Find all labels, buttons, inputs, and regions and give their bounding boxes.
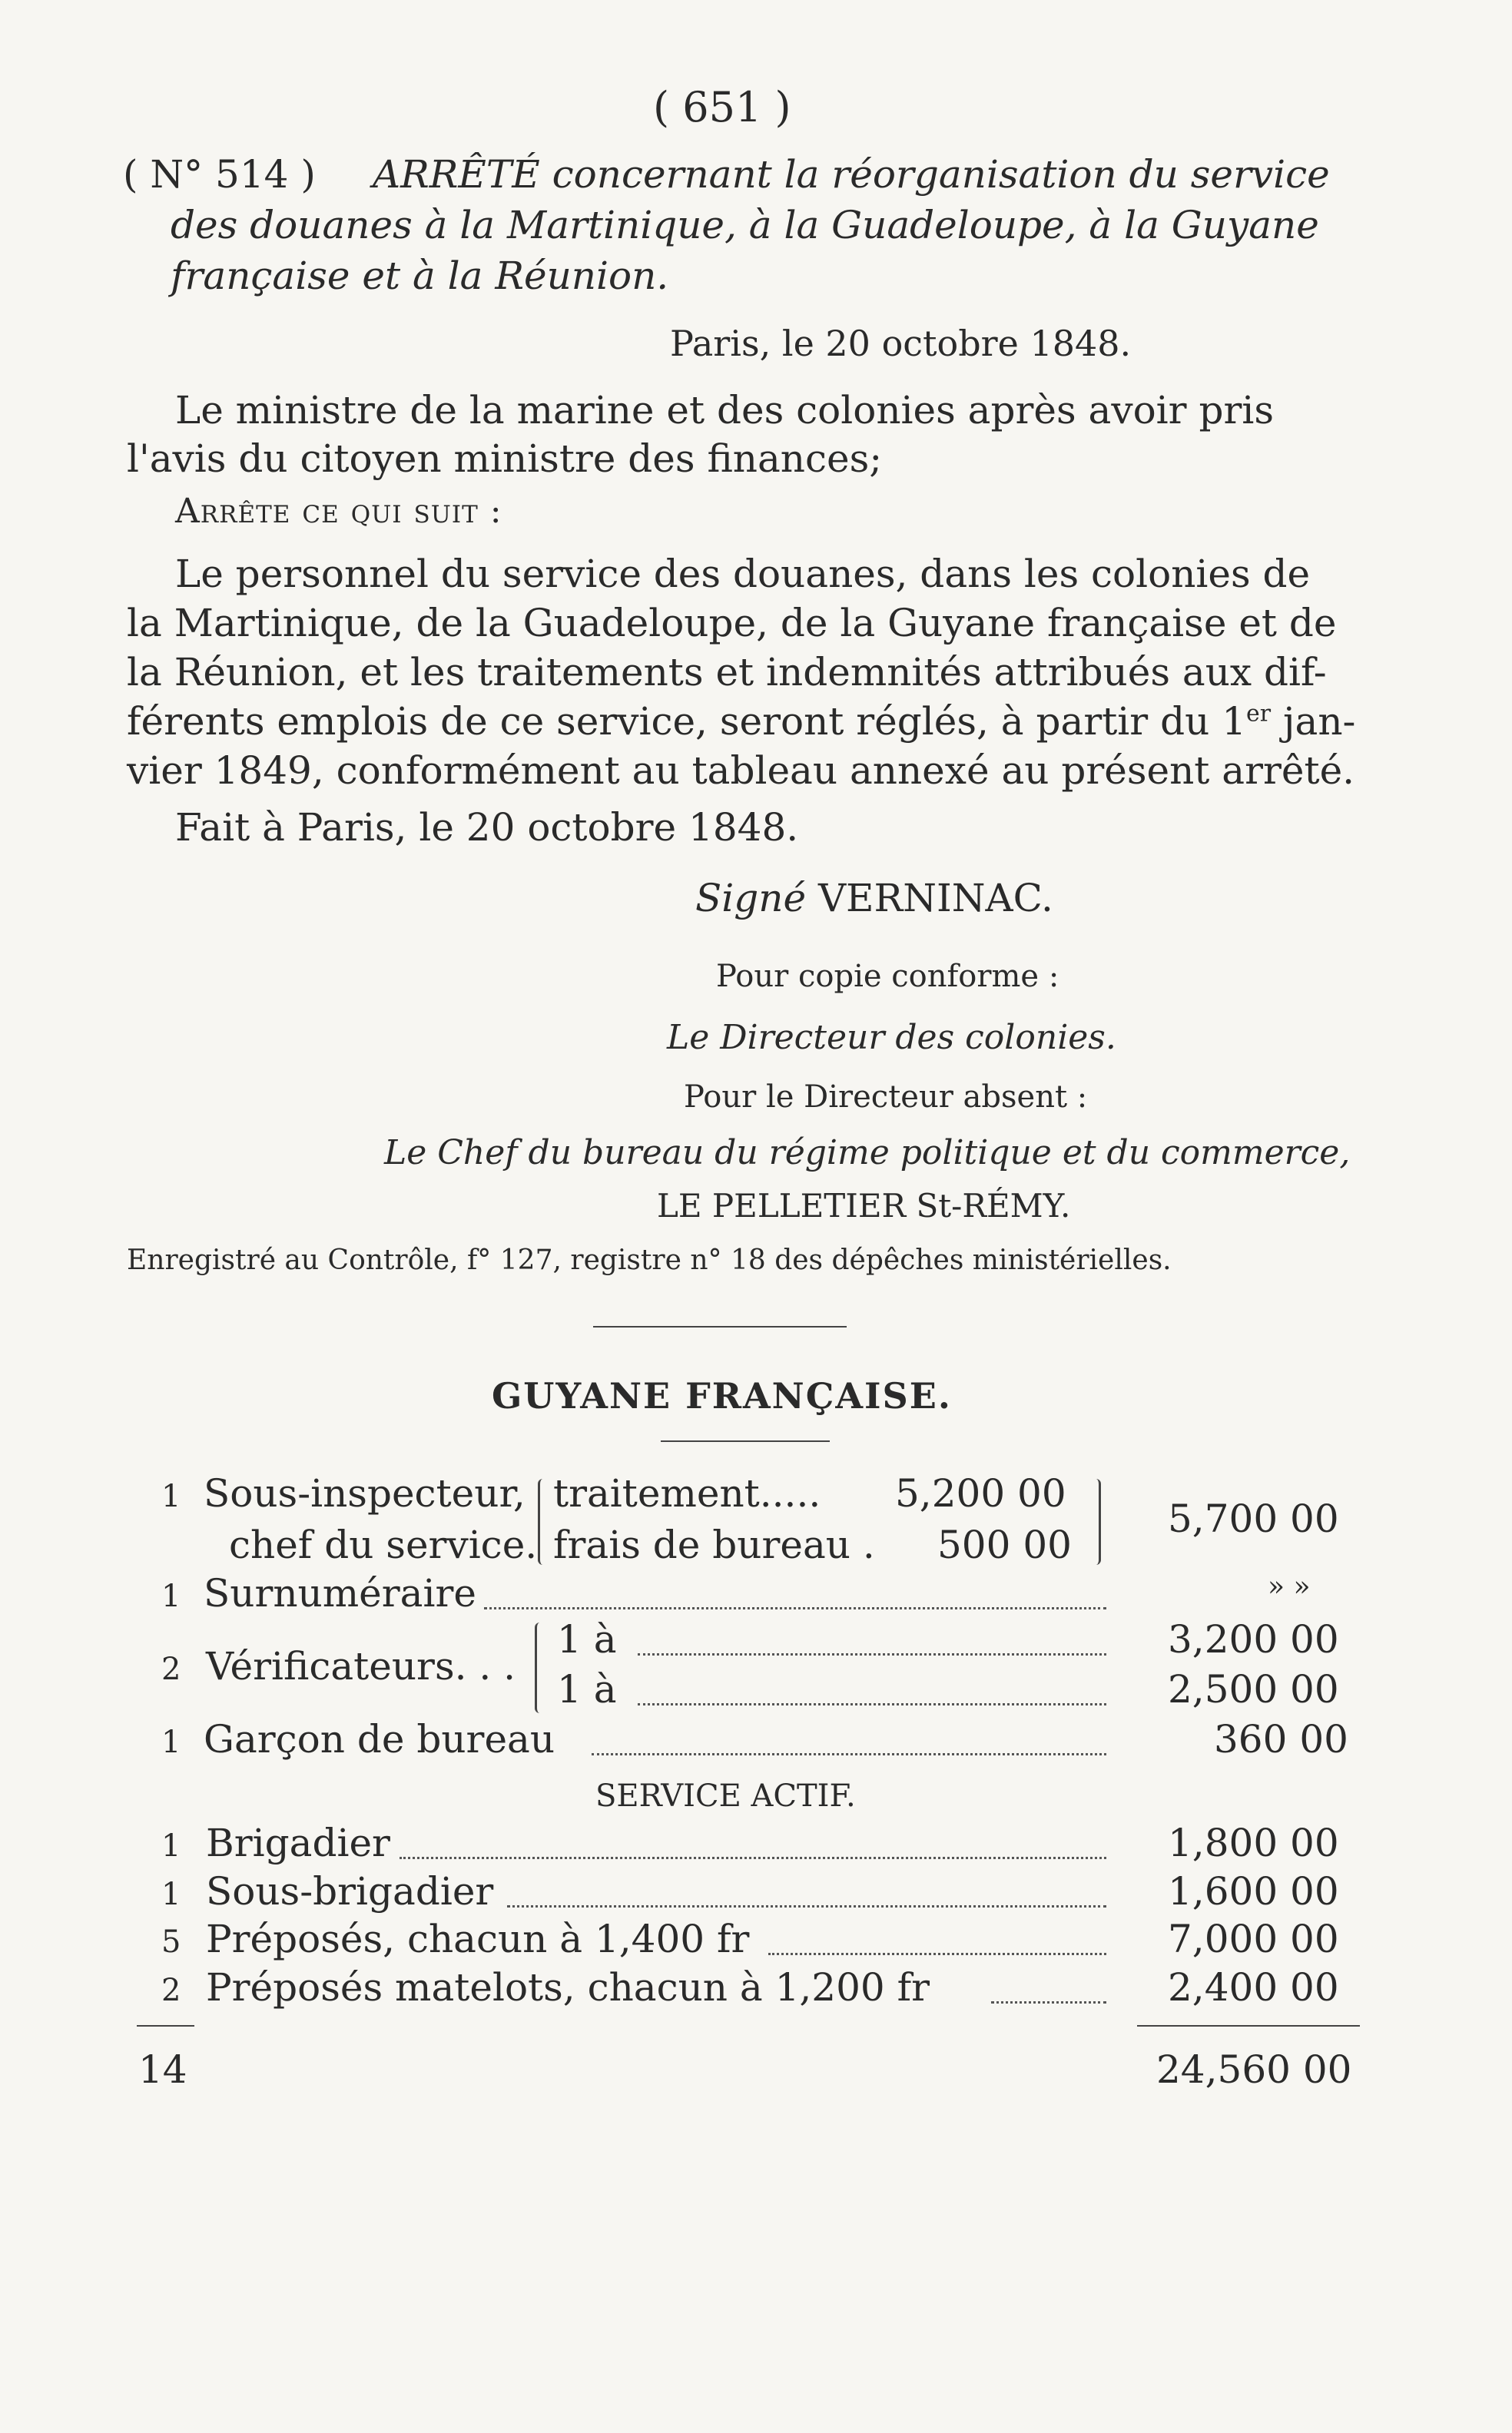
row4-leader-dots xyxy=(592,1753,1106,1755)
decree-title-line1: ARRÊTÉ concernant la réorganisation du service xyxy=(373,152,1330,197)
row1-sub2: frais de bureau . xyxy=(553,1523,875,1567)
para1-line1: Le ministre de la marine et des colonies après avoir pris xyxy=(175,388,1275,433)
row3-sub1-amount: 3,200 00 xyxy=(1168,1617,1339,1662)
row6-label: Sous-brigadier xyxy=(206,1869,494,1914)
row8-leader-dots xyxy=(991,2001,1106,2004)
row7-label: Préposés, chacun à 1,400 fr xyxy=(206,1917,750,1961)
para2-line1: Le personnel du service des douanes, dans les colonies de xyxy=(175,552,1311,596)
decree-title-line3: française et à la Réunion. xyxy=(171,254,669,298)
director-title: Le Directeur des colonies. xyxy=(667,1018,1116,1057)
row6-leader-dots xyxy=(507,1905,1106,1908)
pelletier-name: LE PELLETIER St-RÉMY. xyxy=(657,1187,1071,1225)
row3-sub1-dots xyxy=(638,1653,1106,1656)
row2-label: Surnuméraire xyxy=(204,1571,476,1616)
decree-title-line2: des douanes à la Martinique, à la Guadeloupe, à la Guyane xyxy=(171,203,1319,247)
row7-count: 5 xyxy=(161,1924,181,1960)
para1-line2: l'avis du citoyen ministre des finances; xyxy=(127,436,883,481)
para2-line4-end: jan- xyxy=(1271,699,1356,744)
row3-sub1: 1 à xyxy=(557,1617,617,1662)
row6-count: 1 xyxy=(161,1877,181,1912)
bureau-chief: Le Chef du bureau du régime politique et du commerce, xyxy=(384,1133,1351,1172)
row3-brace xyxy=(535,1623,545,1713)
heading-underline xyxy=(661,1440,830,1442)
signed-name: VERNINAC. xyxy=(817,876,1053,920)
para2-line4 xyxy=(127,699,1355,744)
para2-line3: la Réunion, et les traitements et indemnités attribués aux dif- xyxy=(127,650,1327,694)
para2-line2: la Martinique, de la Guadeloupe, de la Guyane française et de xyxy=(127,601,1337,645)
row1-sub2-amount: 500 00 xyxy=(937,1523,1072,1567)
superscript-er: er xyxy=(1246,700,1272,728)
row1-count: 1 xyxy=(161,1479,181,1514)
row1-label2: chef du service. xyxy=(229,1523,538,1567)
row8-total: 2,400 00 xyxy=(1168,1965,1339,2010)
row1-sub1: traitement..... xyxy=(553,1471,821,1516)
amount-sum-rule xyxy=(1137,2025,1360,2027)
section-service-actif: SERVICE ACTIF. xyxy=(595,1778,856,1814)
arrete-heading: Arrête ce qui suit : xyxy=(175,492,502,531)
para2-line4-text: férents emplois de ce service, seront réglés, à partir du 1 xyxy=(127,699,1247,744)
total-amount: 24,560 00 xyxy=(1156,2047,1352,2092)
row4-label: Garçon de bureau xyxy=(204,1717,555,1762)
row4-total: 360 00 xyxy=(1214,1717,1348,1762)
page-number: ( 651 ) xyxy=(653,83,791,131)
count-sum-rule xyxy=(137,2025,194,2027)
row2-total: » » xyxy=(1268,1571,1311,1603)
row4-count: 1 xyxy=(161,1725,181,1760)
signed-label: Signé xyxy=(695,876,807,920)
copy-conforme: Pour copie conforme : xyxy=(716,959,1059,994)
row6-total: 1,600 00 xyxy=(1168,1869,1339,1914)
row3-sub2-amount: 2,500 00 xyxy=(1168,1667,1339,1712)
row1-label: Sous-inspecteur, xyxy=(204,1471,526,1516)
dateline: Paris, le 20 octobre 1848. xyxy=(670,323,1132,364)
row1-sub1-amount: 5,200 00 xyxy=(895,1471,1066,1516)
row5-count: 1 xyxy=(161,1828,181,1864)
row1-brace-right xyxy=(1091,1479,1101,1565)
row8-label: Préposés matelots, chacun à 1,200 fr xyxy=(206,1965,930,2010)
signature-line xyxy=(695,876,1053,920)
registry-note: Enregistré au Contrôle, f° 127, registre n° 18 des dépêches ministérielles. xyxy=(127,1245,1172,1276)
row3-count: 2 xyxy=(161,1652,181,1687)
done-at: Fait à Paris, le 20 octobre 1848. xyxy=(175,805,799,850)
director-absent: Pour le Directeur absent : xyxy=(684,1079,1088,1115)
row1-brace xyxy=(538,1479,548,1565)
table-heading: GUYANE FRANÇAISE. xyxy=(492,1375,952,1417)
row8-count: 2 xyxy=(161,1973,181,2008)
row2-leader-dots xyxy=(484,1607,1106,1609)
row5-total: 1,800 00 xyxy=(1168,1821,1339,1865)
row5-label: Brigadier xyxy=(206,1821,390,1865)
row3-sub2-dots xyxy=(638,1703,1106,1705)
row3-label: Vérificateurs. . . xyxy=(206,1644,516,1689)
row7-total: 7,000 00 xyxy=(1168,1917,1339,1961)
row2-count: 1 xyxy=(161,1579,181,1614)
divider-top xyxy=(593,1326,847,1328)
decree-number: ( N° 514 ) xyxy=(123,152,316,197)
row7-leader-dots xyxy=(768,1953,1106,1955)
row1-total: 5,700 00 xyxy=(1168,1497,1339,1541)
row3-sub2: 1 à xyxy=(557,1667,617,1712)
para2-line5: vier 1849, conformément au tableau annexé au présent arrêté. xyxy=(127,748,1355,793)
row5-leader-dots xyxy=(400,1857,1106,1859)
total-count: 14 xyxy=(138,2047,187,2092)
